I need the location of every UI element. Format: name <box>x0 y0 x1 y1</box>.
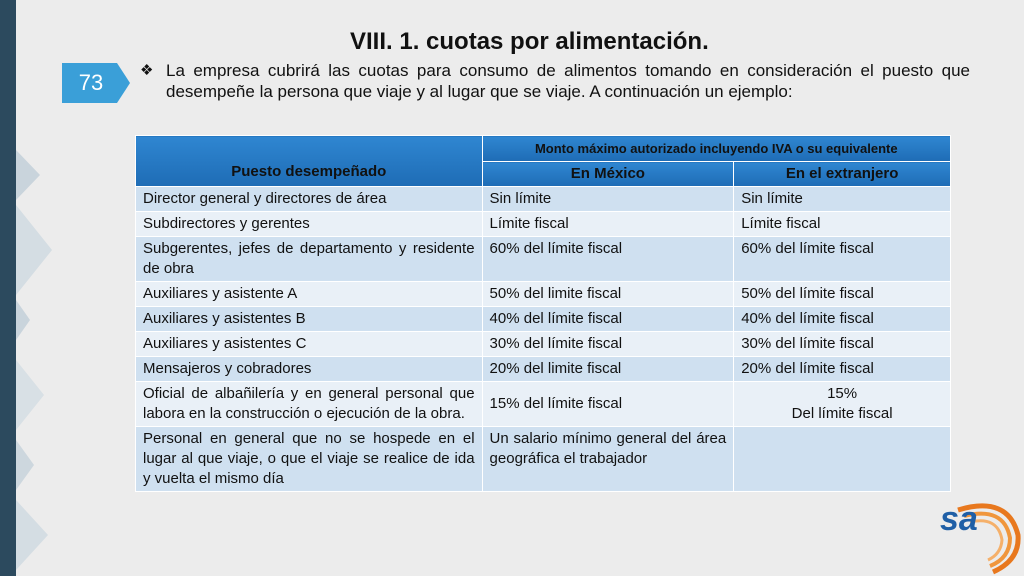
cell-extranjero: 20% del límite fiscal <box>734 357 951 382</box>
cell-extranjero <box>734 427 951 492</box>
cell-puesto: Personal en general que no se hospede en el lugar al que viaje, o que el viaje se realice de ida y vuelta el mismo día <box>136 427 483 492</box>
table-row <box>136 187 951 212</box>
cell-mexico: 40% del límite fiscal <box>482 307 734 332</box>
cell-extranjero: Sin límite <box>734 187 951 212</box>
cell-mexico: Un salario mínimo general del área geográfica el trabajador <box>482 427 734 492</box>
cell-mexico: 15% del límite fiscal <box>482 382 734 427</box>
table-row <box>136 212 951 237</box>
diamond-bullet-icon: ❖ <box>140 62 154 79</box>
cell-extranjero: 50% del límite fiscal <box>734 282 951 307</box>
header-monto-maximo: Monto máximo autorizado incluyendo IVA o su equivalente <box>482 136 950 162</box>
cell-extranjero: 15% Del límite fiscal <box>734 382 951 427</box>
cell-extranjero: Límite fiscal <box>734 212 951 237</box>
table-row <box>136 427 951 492</box>
cell-puesto: Subdirectores y gerentes <box>136 212 483 237</box>
header-puesto: Puesto desempeñado <box>136 136 483 187</box>
cell-puesto: Auxiliares y asistentes C <box>136 332 483 357</box>
cell-puesto: Mensajeros y cobradores <box>136 357 483 382</box>
bullet-paragraph <box>140 60 970 102</box>
cell-puesto: Director general y directores de área <box>136 187 483 212</box>
table-row <box>136 307 951 332</box>
header-en-extranjero: En el extranjero <box>734 162 951 187</box>
cell-puesto: Auxiliares y asistentes B <box>136 307 483 332</box>
cell-extranjero: 60% del límite fiscal <box>734 237 951 282</box>
header-en-mexico: En México <box>482 162 734 187</box>
decorative-arrows <box>0 0 70 576</box>
bullet-text: La empresa cubrirá las cuotas para consumo de alimentos tomando en consideración el puesto que desempeñe la persona que viaje y al lugar que se viaje. A continuación un ejemplo: <box>166 61 970 101</box>
cell-mexico: 60% del límite fiscal <box>482 237 734 282</box>
slide-number-badge <box>62 63 132 103</box>
table-row <box>136 282 951 307</box>
slide-number: 73 <box>78 70 104 95</box>
cell-puesto: Auxiliares y asistente A <box>136 282 483 307</box>
table-row <box>136 237 951 282</box>
table-row <box>136 357 951 382</box>
cell-puesto: Subgerentes, jefes de departamento y residente de obra <box>136 237 483 282</box>
cell-puesto: Oficial de albañilería y en general personal que labora en la construcción o ejecución de la obra. <box>136 382 483 427</box>
cell-extranjero: 30% del límite fiscal <box>734 332 951 357</box>
company-logo <box>938 480 1024 576</box>
cell-mexico: 50% del limite fiscal <box>482 282 734 307</box>
cell-mexico: 20% del limite fiscal <box>482 357 734 382</box>
table-row <box>136 382 951 427</box>
cell-extranjero: 40% del límite fiscal <box>734 307 951 332</box>
table-row <box>136 332 951 357</box>
cell-mexico: 30% del límite fiscal <box>482 332 734 357</box>
logo-text: sa <box>940 500 978 538</box>
cell-mexico: Sin límite <box>482 187 734 212</box>
slide-title: VIII. 1. cuotas por alimentación. <box>350 28 709 55</box>
quota-table <box>135 135 951 492</box>
cell-mexico: Límite fiscal <box>482 212 734 237</box>
